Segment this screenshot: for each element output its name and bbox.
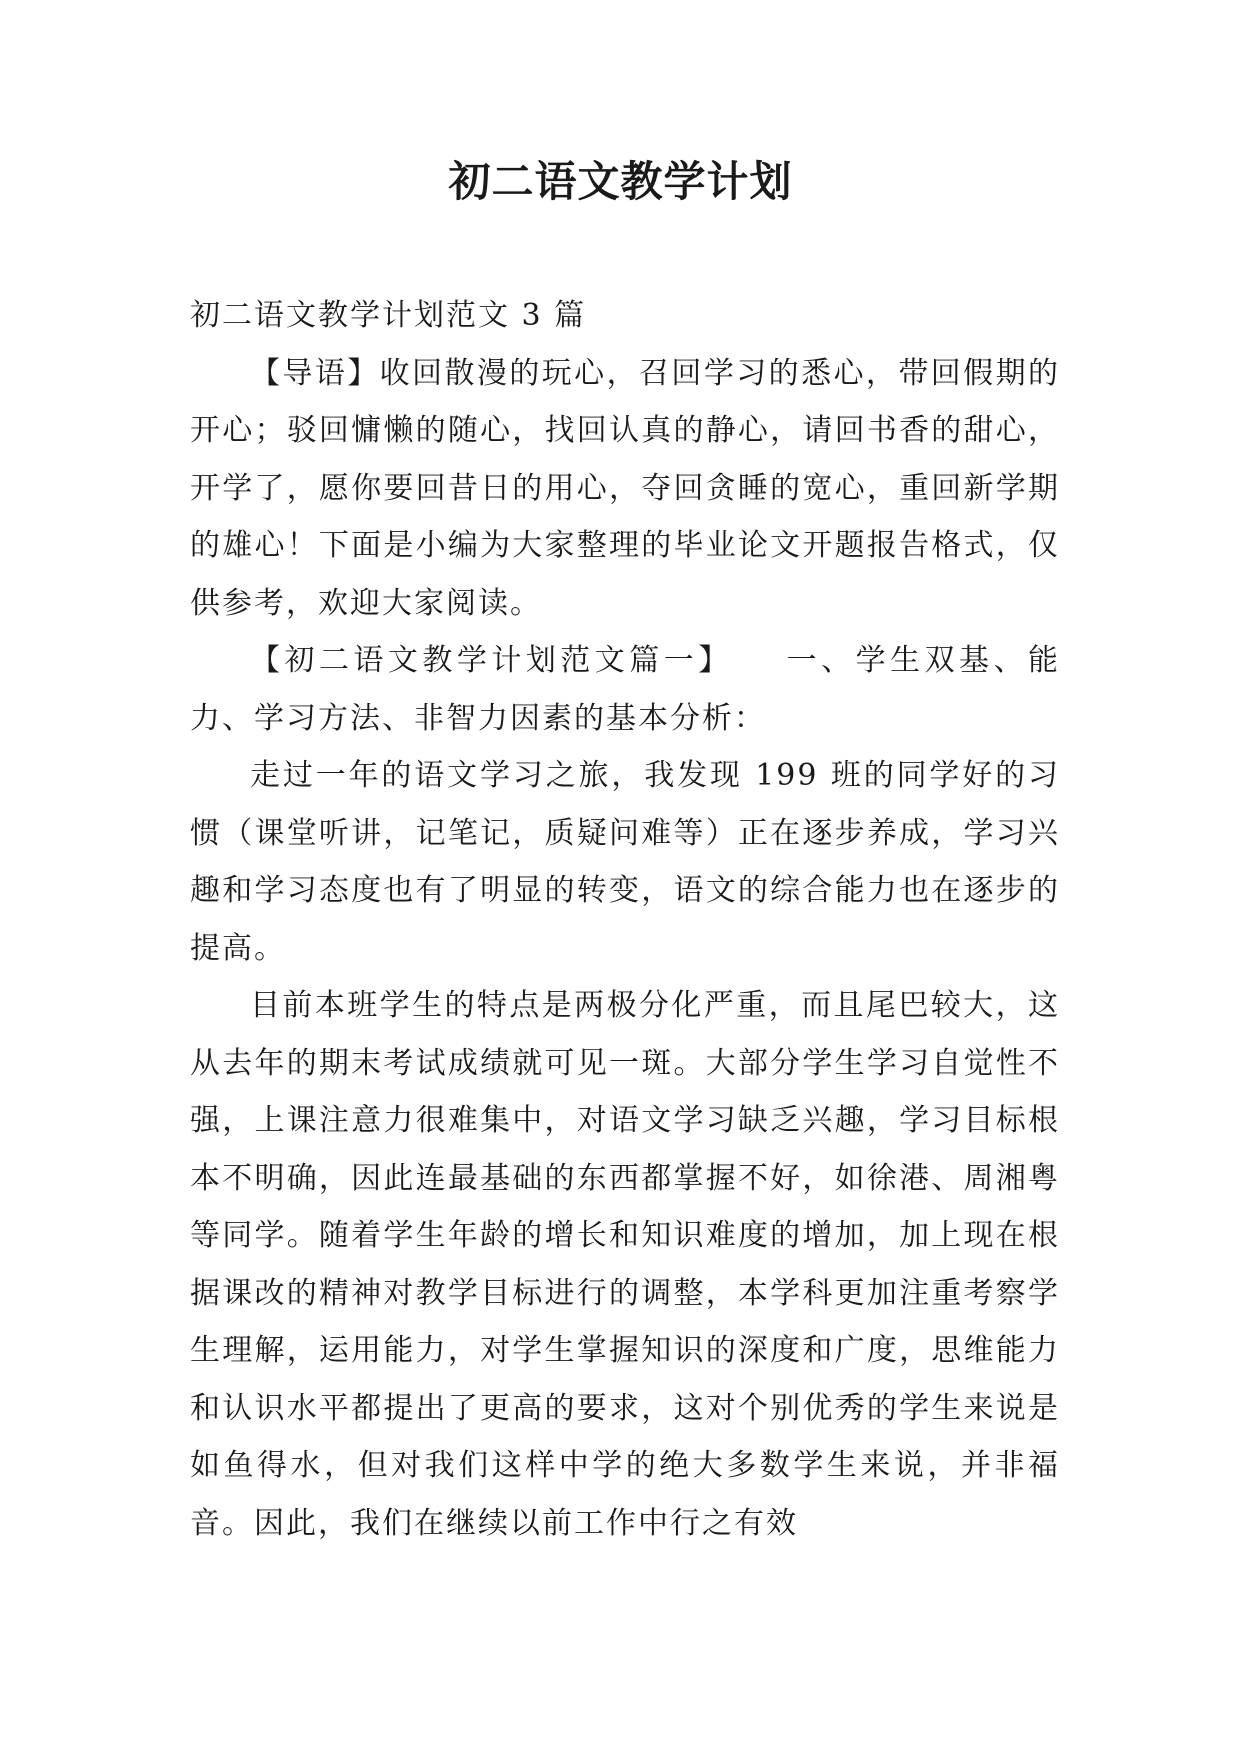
paragraph-student-progress: 走过一年的语文学习之旅，我发现 199 班的同学好的习惯（课堂听讲，记笔记，质疑问难等）正在逐步养成，学习兴趣和学习态度也有了明显的转变，语文的综合能力也在逐步的提高。 [190,758,1060,966]
paragraph-section-heading: 【初二语文教学计划范文篇一】 一、学生双基、能力、学习方法、非智力因素的基本分析： [190,643,1060,736]
document-subtitle: 初二语文教学计划范文 3 篇 [190,298,587,333]
document-body [190,287,1060,1552]
paragraph-class-analysis: 目前本班学生的特点是两极分化严重，而且尾巴较大，这从去年的期末考试成绩就可见一斑。大部分学生学习自觉性不强，上课注意力很难集中，对语文学习缺乏兴趣，学习目标根本不明确，因此连最基础的东西都掌握不好，如徐港、周湘粤等同学。随着学生年龄的增长和知识难度的增加，加上现在根据课改的精神对教学目标进行的调整，本学科更加注重考察学生理解，运用能力，对学生掌握知识的深度和广度，思维能力和认识水平都提出了更高的要求，这对个别优秀的学生来说是如鱼得水，但对我们这样中学的绝大多数学生来说，并非福音。因此，我们在继续以前工作中行之有效 [190,988,1060,1541]
document-title: 初二语文教学计划 [448,157,793,206]
paragraph-intro: 【导语】收回散漫的玩心，召回学习的悉心，带回假期的开心；驳回慵懒的随心，找回认真的静心，请回书香的甜心，开学了，愿你要回昔日的用心，夺回贪睡的宽心，重回新学期的雄心！下面是小编为大家整理的毕业论文开题报告格式，仅供参考，欢迎大家阅读。 [190,355,1060,621]
